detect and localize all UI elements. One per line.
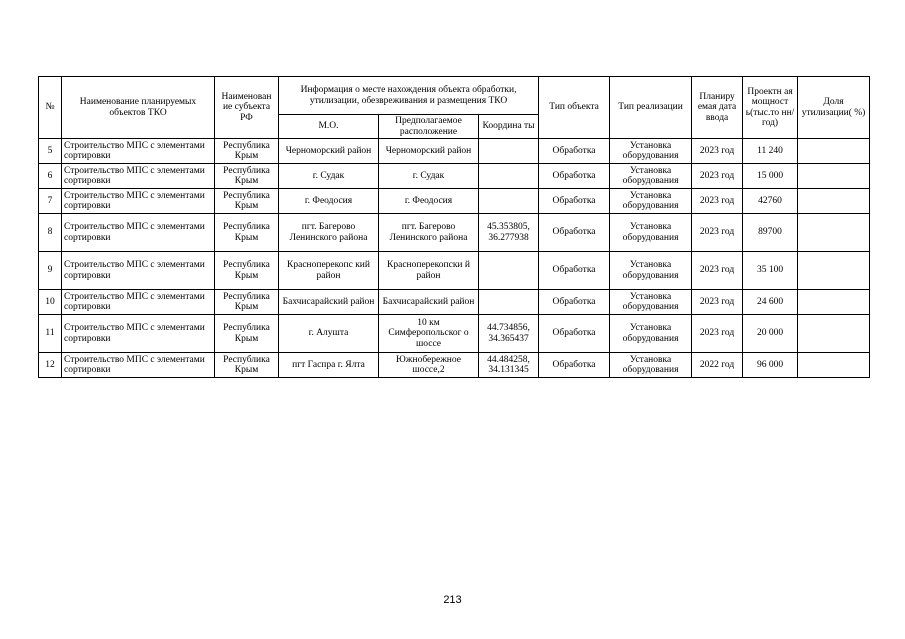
header-location: Предполагаемое расположение [379, 115, 479, 139]
cell-mo: пгт. Багерово Ленинского района [279, 214, 379, 252]
table-row [39, 164, 870, 189]
cell-planned-date: 2023 год [692, 315, 743, 353]
cell-subject: Республика Крым [215, 353, 279, 378]
tko-objects-table [38, 76, 870, 378]
cell-planned-date: 2023 год [692, 214, 743, 252]
cell-location: Красноперекопски й район [379, 252, 479, 290]
cell-planned-date: 2023 год [692, 189, 743, 214]
cell-object-name: Строительство МПС с элементами сортировки [62, 214, 215, 252]
header-mo: М.О. [279, 115, 379, 139]
table-row [39, 139, 870, 164]
cell-object-name: Строительство МПС с элементами сортировки [62, 315, 215, 353]
cell-object-name: Строительство МПС с элементами сортировки [62, 252, 215, 290]
cell-coordinates [479, 189, 539, 214]
cell-mo: г. Судак [279, 164, 379, 189]
page-number: 213 [443, 594, 462, 606]
cell-realization-type: Установка оборудования [610, 214, 692, 252]
cell-capacity: 24 600 [743, 290, 798, 315]
cell-planned-date: 2022 год [692, 353, 743, 378]
cell-mo: г. Алушта [279, 315, 379, 353]
cell-coordinates: 45.353805, 36.277938 [479, 214, 539, 252]
cell-object-type: Обработка [539, 252, 610, 290]
cell-capacity: 15 000 [743, 164, 798, 189]
cell-object-type: Обработка [539, 315, 610, 353]
cell-capacity: 96 000 [743, 353, 798, 378]
cell-coordinates: 44.484258, 34.131345 [479, 353, 539, 378]
cell-capacity: 89700 [743, 214, 798, 252]
cell-mo: Черноморский район [279, 139, 379, 164]
cell-number: 10 [39, 290, 62, 315]
cell-subject: Республика Крым [215, 164, 279, 189]
cell-number: 6 [39, 164, 62, 189]
cell-capacity: 20 000 [743, 315, 798, 353]
table-row [39, 353, 870, 378]
cell-object-name: Строительство МПС с элементами сортировки [62, 164, 215, 189]
cell-mo: г. Феодосия [279, 189, 379, 214]
header-utilization-share: Доля утилизации( %) [798, 77, 870, 139]
table-row [39, 315, 870, 353]
cell-subject: Республика Крым [215, 252, 279, 290]
cell-coordinates: 44.734856, 34.365437 [479, 315, 539, 353]
cell-planned-date: 2023 год [692, 139, 743, 164]
cell-planned-date: 2023 год [692, 290, 743, 315]
cell-number: 11 [39, 315, 62, 353]
cell-utilization-share [798, 164, 870, 189]
header-capacity: Проектн ая мощност ь(тыс.то нн/год) [743, 77, 798, 139]
cell-object-type: Обработка [539, 189, 610, 214]
cell-object-type: Обработка [539, 290, 610, 315]
header-subject: Наименован ие субъекта РФ [215, 77, 279, 139]
cell-subject: Республика Крым [215, 139, 279, 164]
cell-number: 8 [39, 214, 62, 252]
header-coordinates: Координа ты [479, 115, 539, 139]
cell-object-name: Строительство МПС с элементами сортировки [62, 353, 215, 378]
cell-realization-type: Установка оборудования [610, 164, 692, 189]
cell-location: г. Феодосия [379, 189, 479, 214]
cell-utilization-share [798, 315, 870, 353]
cell-object-name: Строительство МПС с элементами сортировки [62, 290, 215, 315]
header-object-name: Наименование планируемых объектов ТКО [62, 77, 215, 139]
cell-utilization-share [798, 189, 870, 214]
cell-utilization-share [798, 252, 870, 290]
cell-coordinates [479, 252, 539, 290]
header-planned-date: Планиру емая дата ввода [692, 77, 743, 139]
cell-realization-type: Установка оборудования [610, 189, 692, 214]
cell-realization-type: Установка оборудования [610, 252, 692, 290]
cell-coordinates [479, 139, 539, 164]
cell-utilization-share [798, 214, 870, 252]
cell-location: 10 км Симферопольског о шоссе [379, 315, 479, 353]
cell-object-type: Обработка [539, 164, 610, 189]
cell-object-type: Обработка [539, 353, 610, 378]
cell-number: 9 [39, 252, 62, 290]
cell-location: пгт. Багерово Ленинского района [379, 214, 479, 252]
cell-capacity: 11 240 [743, 139, 798, 164]
cell-mo: Бахчисарайский район [279, 290, 379, 315]
cell-coordinates [479, 290, 539, 315]
cell-realization-type: Установка оборудования [610, 353, 692, 378]
header-realization-type: Тип реализации [610, 77, 692, 139]
cell-utilization-share [798, 139, 870, 164]
cell-location: Черноморский район [379, 139, 479, 164]
cell-object-type: Обработка [539, 139, 610, 164]
cell-object-type: Обработка [539, 214, 610, 252]
cell-capacity: 35 100 [743, 252, 798, 290]
cell-location: Южнобережное шоссе,2 [379, 353, 479, 378]
header-location-info: Информация о месте нахождения объекта обработки, утилизации, обезвреживания и размещения ТКО [279, 77, 539, 115]
cell-capacity: 42760 [743, 189, 798, 214]
cell-subject: Республика Крым [215, 214, 279, 252]
cell-subject: Республика Крым [215, 290, 279, 315]
cell-location: г. Судак [379, 164, 479, 189]
header-object-type: Тип объекта [539, 77, 610, 139]
cell-number: 12 [39, 353, 62, 378]
cell-realization-type: Установка оборудования [610, 139, 692, 164]
cell-subject: Республика Крым [215, 189, 279, 214]
table-row [39, 214, 870, 252]
cell-number: 7 [39, 189, 62, 214]
cell-object-name: Строительство МПС с элементами сортировки [62, 189, 215, 214]
cell-realization-type: Установка оборудования [610, 290, 692, 315]
cell-mo: Красноперекопс кий район [279, 252, 379, 290]
cell-utilization-share [798, 290, 870, 315]
header-number: № [39, 77, 62, 139]
cell-planned-date: 2023 год [692, 164, 743, 189]
cell-mo: пгт Гаспра г. Ялта [279, 353, 379, 378]
cell-coordinates [479, 164, 539, 189]
table-body [39, 139, 870, 378]
cell-number: 5 [39, 139, 62, 164]
cell-location: Бахчисарайский район [379, 290, 479, 315]
cell-subject: Республика Крым [215, 315, 279, 353]
table-row [39, 290, 870, 315]
cell-realization-type: Установка оборудования [610, 315, 692, 353]
cell-planned-date: 2023 год [692, 252, 743, 290]
table-row [39, 189, 870, 214]
cell-utilization-share [798, 353, 870, 378]
table-row [39, 252, 870, 290]
cell-object-name: Строительство МПС с элементами сортировки [62, 139, 215, 164]
